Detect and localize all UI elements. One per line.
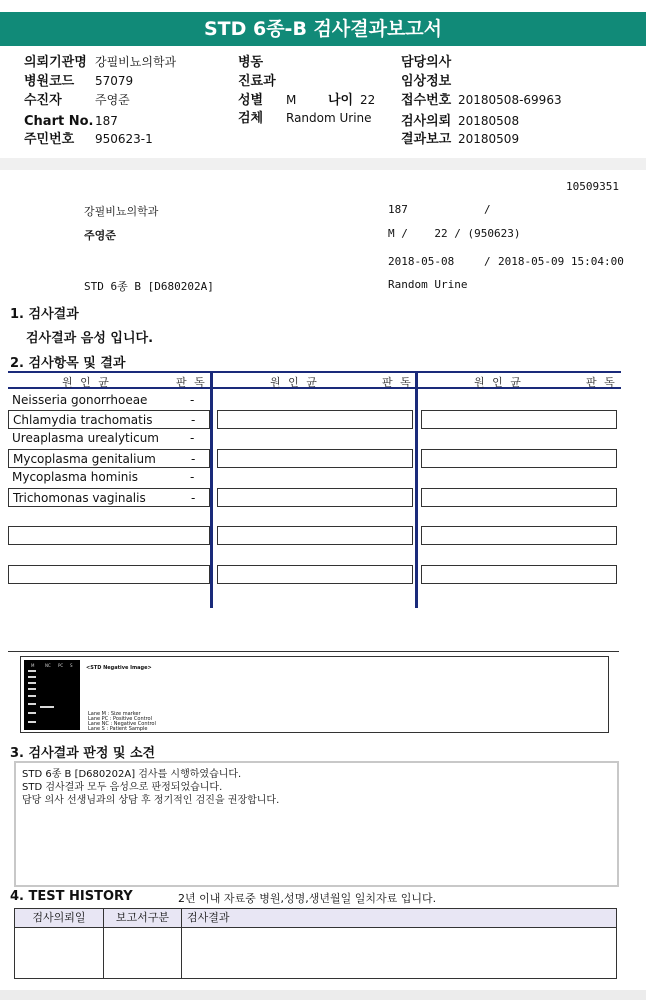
empty-row bbox=[217, 488, 413, 507]
empty-row bbox=[8, 565, 210, 584]
value-specimen: Random Urine bbox=[286, 111, 372, 125]
history-col-sep bbox=[181, 909, 182, 978]
marker-band bbox=[28, 670, 36, 672]
section-gap bbox=[0, 158, 646, 170]
label-department: 진료과 bbox=[238, 74, 276, 89]
summary-chart: 187 bbox=[388, 203, 408, 216]
findings-box bbox=[14, 761, 619, 887]
organism-result: - bbox=[191, 452, 196, 466]
label-specimen: 검체 bbox=[238, 111, 264, 126]
result-row bbox=[8, 468, 210, 487]
header-row-code bbox=[0, 72, 646, 91]
gel-image bbox=[24, 660, 80, 730]
history-table bbox=[14, 908, 617, 979]
result-row bbox=[8, 391, 210, 410]
section4-title: 4. TEST HISTORY bbox=[10, 889, 133, 904]
empty-row bbox=[421, 488, 617, 507]
report-title: STD 6종-B 검사결과보고서 bbox=[0, 12, 646, 46]
summary-patient: 주영준 bbox=[84, 229, 116, 242]
label-ward: 병동 bbox=[238, 55, 264, 70]
gel-legend-2: Lane PC : Positive Control bbox=[88, 716, 152, 722]
lane-label: PC bbox=[58, 663, 64, 668]
finding-line: 담당 의사 선생님과의 상담 후 정기적인 검진을 권장합니다. bbox=[22, 795, 280, 806]
finding-line: STD 검사결과 모두 음성으로 판정되었습니다. bbox=[22, 782, 223, 793]
summary-hospital: 강필비뇨의학과 bbox=[84, 205, 159, 218]
value-chart-no: 187 bbox=[95, 114, 118, 128]
page-footer bbox=[0, 990, 646, 1000]
lane-label: S bbox=[70, 663, 73, 668]
header-row-patient bbox=[0, 91, 646, 110]
marker-band bbox=[28, 676, 36, 678]
history-table-header bbox=[15, 909, 616, 928]
empty-row bbox=[421, 410, 617, 429]
empty-row bbox=[8, 526, 210, 545]
organism-name: Mycoplasma hominis bbox=[12, 470, 138, 484]
label-receipt-no: 접수번호 bbox=[401, 93, 452, 108]
organism-result: - bbox=[190, 393, 195, 407]
result-row bbox=[8, 488, 210, 507]
col-organism-3: 원 인 균 bbox=[474, 376, 523, 389]
history-note: 2년 이내 자료중 병원,성명,생년월일 일치자료 입니다. bbox=[178, 892, 437, 905]
col-judge-1: 판 독 bbox=[176, 376, 207, 389]
empty-row bbox=[217, 526, 413, 545]
label-age: 나이 bbox=[328, 93, 354, 108]
organism-name: Ureaplasma urealyticum bbox=[12, 431, 159, 445]
value-report-date: 20180509 bbox=[458, 132, 520, 146]
gel-image-box bbox=[20, 656, 609, 733]
report-header bbox=[0, 46, 646, 158]
result-row bbox=[8, 429, 210, 448]
empty-row bbox=[421, 449, 617, 468]
history-col-request-date: 검사의뢰일 bbox=[32, 911, 86, 924]
marker-band bbox=[28, 695, 36, 697]
value-resident-no: 950623-1 bbox=[95, 132, 153, 146]
history-col-result: 검사결과 bbox=[187, 911, 230, 924]
overall-result: 검사결과 음성 입니다. bbox=[26, 331, 154, 346]
label-chart-no: Chart No. bbox=[24, 114, 94, 129]
empty-row bbox=[217, 565, 413, 584]
organism-result: - bbox=[191, 413, 196, 427]
lane-label: M bbox=[31, 663, 35, 668]
finding-line: STD 6종 B [D680202A] 검사를 시행하였습니다. bbox=[22, 769, 242, 780]
marker-band bbox=[28, 721, 36, 723]
summary-date-received: 2018-05-08 bbox=[388, 255, 455, 268]
label-resident-no: 주민번호 bbox=[24, 132, 75, 147]
empty-row bbox=[421, 565, 617, 584]
section3-title: 3. 검사결과 판정 및 소견 bbox=[10, 746, 156, 761]
marker-band bbox=[28, 682, 36, 684]
value-request-date: 20180508 bbox=[458, 114, 520, 128]
section2-title: 2. 검사항목 및 결과 bbox=[10, 356, 126, 371]
header-row-chart bbox=[0, 112, 646, 131]
result-row bbox=[8, 449, 210, 468]
summary-test-name: STD 6종 B [D680202A] bbox=[84, 280, 214, 293]
label-institution: 의뢰기관명 bbox=[24, 55, 87, 70]
organism-result: - bbox=[190, 470, 195, 484]
header-row-id bbox=[0, 130, 646, 149]
grid-divider-1 bbox=[210, 371, 213, 608]
label-patient: 수진자 bbox=[24, 93, 62, 108]
section1-title: 1. 검사결과 bbox=[10, 307, 79, 322]
col-organism-2: 원 인 균 bbox=[270, 376, 319, 389]
summary-slash: / bbox=[484, 203, 491, 216]
summary-date-slash: / bbox=[484, 255, 491, 268]
value-sex: M bbox=[286, 93, 297, 107]
control-band bbox=[40, 706, 54, 708]
value-institution: 강필비뇨의학과 bbox=[95, 55, 177, 69]
lane-label: NC bbox=[45, 663, 51, 668]
label-sex: 성별 bbox=[238, 93, 264, 108]
summary-specimen: Random Urine bbox=[388, 278, 468, 291]
organism-result: - bbox=[191, 491, 196, 505]
gel-legend-4: Lane S : Patient Sample bbox=[88, 726, 148, 732]
label-clinical-info: 임상정보 bbox=[401, 74, 452, 89]
history-col-report-type: 보고서구분 bbox=[115, 911, 170, 924]
col-judge-3: 판 독 bbox=[586, 376, 617, 389]
gel-legend-1: Lane M : Size marker bbox=[88, 711, 141, 717]
col-organism-1: 원 인 균 bbox=[62, 376, 111, 389]
empty-row bbox=[421, 526, 617, 545]
header-row-institution bbox=[0, 53, 646, 72]
label-report-date: 결과보고 bbox=[401, 132, 452, 147]
separator-line bbox=[8, 651, 619, 652]
gel-legend-3: Lane NC : Negative Control bbox=[88, 721, 156, 727]
label-request-date: 검사의뢰 bbox=[401, 114, 452, 129]
value-receipt-no: 20180508-69963 bbox=[458, 93, 562, 107]
report-code: 10509351 bbox=[566, 180, 619, 193]
empty-row bbox=[217, 410, 413, 429]
history-col-sep bbox=[103, 909, 104, 978]
value-hospital-code: 57079 bbox=[95, 74, 134, 88]
value-patient: 주영준 bbox=[95, 93, 130, 107]
marker-band bbox=[28, 712, 36, 714]
empty-row bbox=[217, 449, 413, 468]
result-row bbox=[8, 410, 210, 429]
organism-name: Chlamydia trachomatis bbox=[13, 413, 153, 427]
organism-name: Trichomonas vaginalis bbox=[13, 491, 146, 505]
value-age: 22 bbox=[360, 93, 376, 107]
organism-name: Mycoplasma genitalium bbox=[13, 452, 156, 466]
organism-name: Neisseria gonorrhoeae bbox=[12, 393, 148, 407]
marker-band bbox=[28, 703, 36, 705]
marker-band bbox=[28, 688, 36, 690]
label-doctor: 담당의사 bbox=[401, 55, 452, 70]
col-judge-2: 판 독 bbox=[382, 376, 413, 389]
summary-datetime-reported: 2018-05-09 15:04:00 bbox=[498, 255, 624, 268]
label-hospital-code: 병원코드 bbox=[24, 74, 75, 89]
results-grid bbox=[8, 371, 621, 608]
organism-result: - bbox=[190, 431, 195, 445]
gel-image-title: <STD Negative Image> bbox=[86, 665, 152, 671]
grid-top-line bbox=[8, 371, 621, 373]
summary-sex-age: M / 22 / (950623) bbox=[388, 227, 521, 240]
grid-divider-2 bbox=[415, 371, 418, 608]
